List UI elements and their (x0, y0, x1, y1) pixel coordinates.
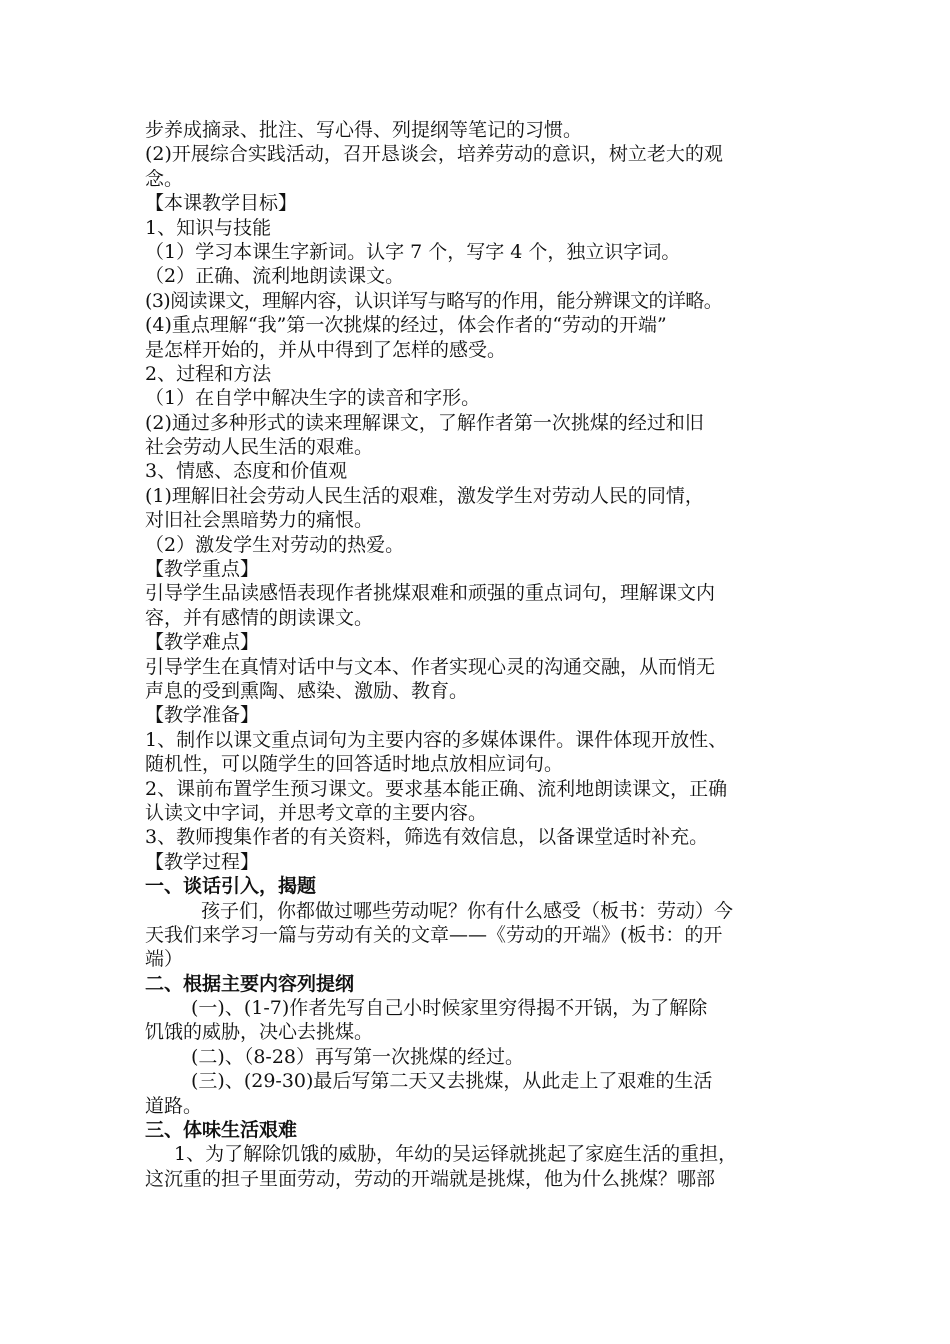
text-line: （1）在自学中解决生字的读音和字形。 (145, 387, 481, 410)
text-line: 端） (145, 948, 184, 971)
text-line: 道路。 (145, 1094, 203, 1117)
text-line: (2)开展综合实践活动，召开恳谈会，培养劳动的意识，树立老大的观 (145, 143, 723, 166)
text-line: 念。 (145, 167, 184, 190)
text-line: （1）学习本课生字新词。认字 7 个，写字 4 个，独立识字词。 (145, 240, 681, 263)
text-line: (二)、（8-28）再写第一次挑煤的经过。 (191, 1045, 525, 1068)
text-line: 2、课前布置学生预习课文。要求基本能正确、流利地朗读课文，正确 (145, 777, 728, 800)
text-line: 引导学生品读感悟表现作者挑煤艰难和顽强的重点词句，理解课文内 (145, 582, 716, 605)
document-page (145, 118, 810, 1191)
text-line: 1、制作以课文重点词句为主要内容的多媒体课件。课件体现开放性、 (145, 728, 728, 751)
text-line: 随机性，可以随学生的回答适时地点放相应词句。 (145, 753, 564, 776)
text-line: (3)阅读课文，理解内容，认识详写与略写的作用，能分辨课文的详略。 (145, 289, 723, 312)
text-line: (一)、(1-7)作者先写自己小时候家里穷得揭不开锅，为了解除 (191, 997, 708, 1020)
step-heading: 二、根据主要内容列提纲 (145, 972, 355, 995)
step-heading: 一、谈话引入，揭题 (145, 875, 317, 898)
text-line: 对旧社会黑暗势力的痛恨。 (145, 509, 374, 532)
text-line: 步养成摘录、批注、写心得、列提纲等笔记的习惯。 (145, 119, 583, 141)
text-line: 声息的受到熏陶、感染、激励、教育。 (145, 679, 469, 702)
text-line: (2)通过多种形式的读来理解课文，了解作者第一次挑煤的经过和旧 (145, 411, 704, 434)
text-line: 社会劳动人民生活的艰难。 (145, 436, 374, 459)
step-heading: 三、体味生活艰难 (145, 1119, 298, 1142)
subsection-heading: 1、知识与技能 (145, 216, 272, 239)
text-line: 是怎样开始的，并从中得到了怎样的感受。 (145, 338, 507, 361)
text-line: 孩子们，你都做过哪些劳动呢？你有什么感受（板书：劳动）今 (201, 899, 734, 922)
text-line: （2）正确、流利地朗读课文。 (145, 265, 405, 288)
subsection-heading: 2、过程和方法 (145, 362, 272, 385)
text-line: （2）激发学生对劳动的热爱。 (145, 533, 405, 556)
section-heading: 【教学过程】 (145, 850, 260, 873)
text-line: 引导学生在真情对话中与文本、作者实现心灵的沟通交融，从而悄无 (145, 655, 716, 678)
text-line: 这沉重的担子里面劳动，劳动的开端就是挑煤，他为什么挑煤？哪部 (145, 1167, 716, 1190)
text-line: 饥饿的威胁，决心去挑煤。 (145, 1021, 374, 1044)
section-heading: 【教学准备】 (145, 704, 260, 727)
text-line: (1)理解旧社会劳动人民生活的艰难，激发学生对劳动人民的同情， (145, 484, 704, 507)
text-line: 1、为了解除饥饿的威胁，年幼的吴运铎就挑起了家庭生活的重担， (174, 1143, 738, 1166)
text-line: 容，并有感情的朗读课文。 (145, 606, 374, 629)
text-line: 3、教师搜集作者的有关资料，筛选有效信息，以备课堂适时补充。 (145, 826, 709, 849)
section-heading: 【本课教学目标】 (145, 192, 298, 215)
text-line: 认读文中字词，并思考文章的主要内容。 (145, 801, 488, 824)
section-heading: 【教学难点】 (145, 631, 260, 654)
section-heading: 【教学重点】 (145, 558, 260, 581)
text-line: 天我们来学习一篇与劳动有关的文章——《劳动的开端》(板书：的开 (145, 923, 723, 946)
subsection-heading: 3、情感、态度和价值观 (145, 460, 348, 483)
text-line: (三)、(29-30)最后写第二天又去挑煤，从此走上了艰难的生活 (191, 1070, 713, 1093)
text-line: (4)重点理解“我”第一次挑煤的经过，体会作者的“劳动的开端” (145, 314, 667, 337)
